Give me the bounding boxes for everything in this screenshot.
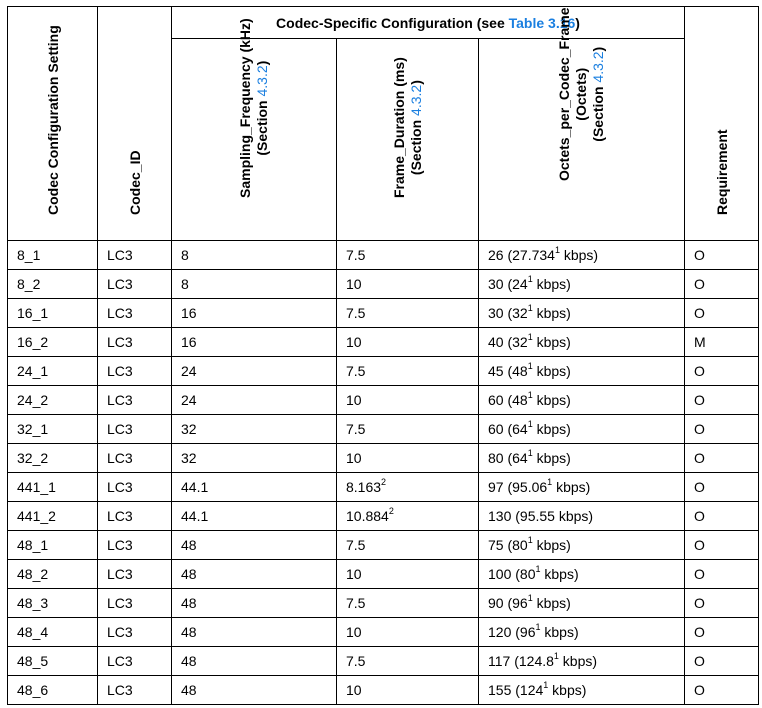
cell-setting-text: 441_1 bbox=[17, 479, 56, 495]
header-codec-config-setting: Codec Configuration Setting bbox=[8, 7, 98, 241]
cell-codec-id-text: LC3 bbox=[107, 508, 133, 524]
cell-requirement-text: O bbox=[694, 450, 705, 466]
cell-frame-duration bbox=[337, 357, 479, 386]
cell-setting-text: 16_1 bbox=[17, 305, 49, 321]
table-body bbox=[8, 241, 759, 705]
table-row bbox=[8, 444, 759, 473]
cell-frame-duration-text: 10.884 bbox=[346, 508, 389, 524]
cell-octets-text: 80 (64 bbox=[488, 450, 528, 466]
cell-octets bbox=[479, 647, 685, 676]
cell-codec-id bbox=[98, 676, 172, 705]
cell-setting bbox=[8, 589, 98, 618]
cell-sampling-frequency-text: 44.1 bbox=[181, 508, 209, 524]
table-row bbox=[8, 328, 759, 357]
sampling-section-link[interactable]: 4.3.2 bbox=[254, 65, 270, 97]
cell-octets bbox=[479, 270, 685, 299]
cell-requirement-text: O bbox=[694, 421, 705, 437]
cell-frame-duration-text: 7.5 bbox=[346, 421, 366, 437]
cell-octets-text: kbps) bbox=[532, 595, 571, 611]
cell-frame-duration-text: 7.5 bbox=[346, 363, 366, 379]
cell-requirement-text: O bbox=[694, 392, 705, 408]
cell-octets bbox=[479, 241, 685, 270]
footnote-marker: 1 bbox=[527, 303, 533, 314]
cell-requirement bbox=[685, 531, 759, 560]
cell-frame-duration bbox=[337, 299, 479, 328]
cell-octets-text: 40 (32 bbox=[488, 334, 528, 350]
cell-octets-text: kbps) bbox=[552, 479, 591, 495]
cell-requirement bbox=[685, 589, 759, 618]
cell-codec-id-text: LC3 bbox=[107, 595, 133, 611]
cell-setting-text: 16_2 bbox=[17, 334, 49, 350]
cell-sampling-frequency-text: 24 bbox=[181, 363, 197, 379]
cell-frame-duration-text: 7.5 bbox=[346, 305, 366, 321]
cell-octets bbox=[479, 357, 685, 386]
cell-codec-id-text: LC3 bbox=[107, 334, 133, 350]
cell-frame-duration bbox=[337, 560, 479, 589]
cell-sampling-frequency-text: 48 bbox=[181, 537, 197, 553]
cell-frame-duration-text: 7.5 bbox=[346, 653, 366, 669]
cell-setting bbox=[8, 618, 98, 647]
header-octets-per-codec-frame: Octets_per_Codec_Frame (Octets) (Section 4.3.2) bbox=[479, 39, 685, 241]
cell-frame-duration-text: 7.5 bbox=[346, 595, 366, 611]
header-requirement: Requirement bbox=[685, 7, 759, 241]
cell-requirement-text: O bbox=[694, 305, 705, 321]
cell-octets-text: 120 (96 bbox=[488, 624, 536, 640]
cell-setting bbox=[8, 444, 98, 473]
cell-codec-id-text: LC3 bbox=[107, 392, 133, 408]
footnote-marker: 1 bbox=[535, 622, 541, 633]
codec-config-table bbox=[7, 6, 759, 705]
cell-octets-text: kbps) bbox=[540, 566, 579, 582]
cell-codec-id-text: LC3 bbox=[107, 305, 133, 321]
cell-frame-duration-text: 10 bbox=[346, 276, 362, 292]
table-row bbox=[8, 531, 759, 560]
cell-codec-id-text: LC3 bbox=[107, 363, 133, 379]
cell-octets bbox=[479, 618, 685, 647]
cell-setting-text: 32_2 bbox=[17, 450, 49, 466]
cell-octets-text: 97 (95.06 bbox=[488, 479, 548, 495]
cell-requirement bbox=[685, 473, 759, 502]
cell-octets-text: kbps) bbox=[540, 624, 579, 640]
cell-requirement-text: O bbox=[694, 479, 705, 495]
footnote-marker: 2 bbox=[381, 477, 387, 488]
cell-requirement-text: O bbox=[694, 508, 705, 524]
cell-sampling-frequency bbox=[172, 386, 337, 415]
cell-codec-id bbox=[98, 502, 172, 531]
cell-requirement bbox=[685, 676, 759, 705]
table-row bbox=[8, 560, 759, 589]
cell-octets bbox=[479, 415, 685, 444]
cell-sampling-frequency-text: 48 bbox=[181, 624, 197, 640]
cell-codec-id-text: LC3 bbox=[107, 421, 133, 437]
cell-codec-id-text: LC3 bbox=[107, 624, 133, 640]
cell-codec-id bbox=[98, 618, 172, 647]
cell-setting bbox=[8, 502, 98, 531]
footnote-marker: 2 bbox=[388, 506, 394, 517]
cell-octets bbox=[479, 473, 685, 502]
cell-sampling-frequency bbox=[172, 618, 337, 647]
cell-sampling-frequency bbox=[172, 531, 337, 560]
cell-octets-text: 75 (80 bbox=[488, 537, 528, 553]
cell-sampling-frequency bbox=[172, 444, 337, 473]
cell-codec-id-text: LC3 bbox=[107, 479, 133, 495]
table-row bbox=[8, 647, 759, 676]
footnote-marker: 1 bbox=[527, 593, 533, 604]
cell-frame-duration-text: 10 bbox=[346, 392, 362, 408]
cell-setting bbox=[8, 415, 98, 444]
cell-requirement bbox=[685, 386, 759, 415]
cell-codec-id bbox=[98, 589, 172, 618]
cell-frame-duration-text: 10 bbox=[346, 624, 362, 640]
cell-setting-text: 48_4 bbox=[17, 624, 49, 640]
cell-setting bbox=[8, 299, 98, 328]
cell-setting bbox=[8, 560, 98, 589]
cell-requirement bbox=[685, 299, 759, 328]
header-frame-duration: Frame_Duration (ms) (Section 4.3.2) bbox=[337, 39, 479, 241]
cell-codec-id-text: LC3 bbox=[107, 276, 133, 292]
cell-octets-text: 45 (48 bbox=[488, 363, 528, 379]
cell-octets-text: 30 (24 bbox=[488, 276, 528, 292]
cell-octets-text: kbps) bbox=[532, 392, 571, 408]
cell-setting-text: 48_6 bbox=[17, 682, 49, 698]
cell-sampling-frequency bbox=[172, 299, 337, 328]
cell-codec-id bbox=[98, 444, 172, 473]
cell-frame-duration-text: 8.163 bbox=[346, 479, 382, 495]
cell-frame-duration-text: 10 bbox=[346, 566, 362, 582]
cell-octets-text: 90 (96 bbox=[488, 595, 528, 611]
cell-setting bbox=[8, 270, 98, 299]
footnote-marker: 1 bbox=[535, 564, 541, 575]
cell-codec-id-text: LC3 bbox=[107, 537, 133, 553]
cell-sampling-frequency-text: 48 bbox=[181, 653, 197, 669]
cell-octets-text: kbps) bbox=[532, 537, 571, 553]
footnote-marker: 1 bbox=[527, 332, 533, 343]
cell-sampling-frequency bbox=[172, 502, 337, 531]
cell-frame-duration-text: 10 bbox=[346, 450, 362, 466]
table-row bbox=[8, 589, 759, 618]
cell-frame-duration bbox=[337, 473, 479, 502]
footnote-marker: 1 bbox=[527, 274, 533, 285]
cell-frame-duration bbox=[337, 647, 479, 676]
cell-setting bbox=[8, 473, 98, 502]
cell-requirement-text: O bbox=[694, 682, 705, 698]
cell-sampling-frequency-text: 48 bbox=[181, 566, 197, 582]
cell-setting bbox=[8, 328, 98, 357]
footnote-marker: 1 bbox=[547, 477, 553, 488]
cell-octets-text: 130 (95.55 kbps) bbox=[488, 508, 594, 524]
cell-octets bbox=[479, 299, 685, 328]
footnote-marker: 1 bbox=[554, 245, 560, 256]
cell-frame-duration-text: 7.5 bbox=[346, 247, 366, 263]
footnote-marker: 1 bbox=[527, 390, 533, 401]
cell-codec-id bbox=[98, 241, 172, 270]
cell-frame-duration bbox=[337, 415, 479, 444]
footnote-marker: 1 bbox=[527, 361, 533, 372]
frame-section-link[interactable]: 4.3.2 bbox=[407, 84, 424, 116]
cell-sampling-frequency bbox=[172, 647, 337, 676]
cell-octets-text: 155 (124 bbox=[488, 682, 544, 698]
cell-octets-text: kbps) bbox=[532, 305, 571, 321]
cell-sampling-frequency-text: 8 bbox=[181, 276, 189, 292]
cell-sampling-frequency bbox=[172, 328, 337, 357]
cell-setting-text: 48_2 bbox=[17, 566, 49, 582]
cell-octets-text: kbps) bbox=[548, 682, 587, 698]
cell-requirement bbox=[685, 647, 759, 676]
cell-sampling-frequency-text: 16 bbox=[181, 334, 197, 350]
table-row bbox=[8, 386, 759, 415]
cell-requirement-text: O bbox=[694, 537, 705, 553]
cell-frame-duration-text: 10 bbox=[346, 682, 362, 698]
cell-codec-id bbox=[98, 560, 172, 589]
cell-sampling-frequency bbox=[172, 357, 337, 386]
cell-requirement bbox=[685, 328, 759, 357]
cell-setting-text: 48_3 bbox=[17, 595, 49, 611]
table-row bbox=[8, 299, 759, 328]
cell-requirement-text: O bbox=[694, 653, 705, 669]
cell-sampling-frequency-text: 32 bbox=[181, 421, 197, 437]
cell-sampling-frequency-text: 32 bbox=[181, 450, 197, 466]
cell-requirement bbox=[685, 560, 759, 589]
cell-octets bbox=[479, 531, 685, 560]
cell-octets-text: kbps) bbox=[532, 450, 571, 466]
cell-frame-duration bbox=[337, 386, 479, 415]
cell-codec-id-text: LC3 bbox=[107, 450, 133, 466]
cell-octets bbox=[479, 328, 685, 357]
cell-setting bbox=[8, 676, 98, 705]
cell-frame-duration bbox=[337, 328, 479, 357]
cell-octets-text: kbps) bbox=[532, 334, 571, 350]
cell-octets bbox=[479, 560, 685, 589]
cell-setting-text: 48_1 bbox=[17, 537, 49, 553]
cell-requirement bbox=[685, 415, 759, 444]
cell-sampling-frequency bbox=[172, 589, 337, 618]
cell-sampling-frequency bbox=[172, 560, 337, 589]
cell-setting-text: 441_2 bbox=[17, 508, 56, 524]
cell-octets-text: 60 (64 bbox=[488, 421, 528, 437]
cell-octets-text: 26 (27.734 bbox=[488, 247, 555, 263]
footnote-marker: 1 bbox=[527, 419, 533, 430]
cell-octets-text: kbps) bbox=[532, 363, 571, 379]
cell-frame-duration bbox=[337, 531, 479, 560]
table-row bbox=[8, 270, 759, 299]
cell-setting bbox=[8, 386, 98, 415]
cell-requirement-text: M bbox=[694, 334, 706, 350]
cell-requirement bbox=[685, 357, 759, 386]
cell-octets-text: kbps) bbox=[532, 421, 571, 437]
cell-octets bbox=[479, 502, 685, 531]
cell-codec-id-text: LC3 bbox=[107, 653, 133, 669]
cell-sampling-frequency-text: 48 bbox=[181, 595, 197, 611]
footnote-marker: 1 bbox=[553, 651, 559, 662]
cell-codec-id bbox=[98, 357, 172, 386]
cell-sampling-frequency bbox=[172, 241, 337, 270]
cell-requirement bbox=[685, 241, 759, 270]
cell-frame-duration-text: 7.5 bbox=[346, 537, 366, 553]
cell-setting-text: 8_1 bbox=[17, 247, 41, 263]
cell-setting-text: 24_2 bbox=[17, 392, 49, 408]
cell-codec-id bbox=[98, 299, 172, 328]
cell-setting bbox=[8, 357, 98, 386]
table-row bbox=[8, 357, 759, 386]
cell-sampling-frequency bbox=[172, 676, 337, 705]
cell-codec-id bbox=[98, 328, 172, 357]
cell-requirement bbox=[685, 444, 759, 473]
cell-sampling-frequency bbox=[172, 270, 337, 299]
cell-frame-duration-text: 10 bbox=[346, 334, 362, 350]
header-sampling-frequency: Sampling_Frequency (kHz) (Section 4.3.2) bbox=[172, 39, 337, 241]
cell-sampling-frequency-text: 24 bbox=[181, 392, 197, 408]
cell-requirement bbox=[685, 270, 759, 299]
octets-section-link[interactable]: 4.3.2 bbox=[589, 51, 606, 83]
cell-octets bbox=[479, 676, 685, 705]
cell-octets-text: 60 (48 bbox=[488, 392, 528, 408]
cell-octets bbox=[479, 589, 685, 618]
cell-sampling-frequency-text: 8 bbox=[181, 247, 189, 263]
cell-octets bbox=[479, 386, 685, 415]
cell-codec-id bbox=[98, 531, 172, 560]
table-row bbox=[8, 473, 759, 502]
cell-octets-text: kbps) bbox=[532, 276, 571, 292]
cell-sampling-frequency bbox=[172, 473, 337, 502]
cell-frame-duration bbox=[337, 676, 479, 705]
footnote-marker: 1 bbox=[527, 448, 533, 459]
cell-sampling-frequency bbox=[172, 415, 337, 444]
cell-frame-duration bbox=[337, 444, 479, 473]
cell-requirement-text: O bbox=[694, 624, 705, 640]
table-row bbox=[8, 415, 759, 444]
cell-setting-text: 8_2 bbox=[17, 276, 41, 292]
header-codec-specific-configuration: Codec-Specific Configuration (see Table 3.16) bbox=[172, 7, 685, 39]
cell-codec-id-text: LC3 bbox=[107, 566, 133, 582]
cell-sampling-frequency-text: 44.1 bbox=[181, 479, 209, 495]
cell-codec-id bbox=[98, 386, 172, 415]
table-row bbox=[8, 241, 759, 270]
cell-frame-duration bbox=[337, 589, 479, 618]
cell-requirement bbox=[685, 618, 759, 647]
cell-setting-text: 48_5 bbox=[17, 653, 49, 669]
header-codec-id: Codec_ID bbox=[98, 7, 172, 241]
cell-requirement-text: O bbox=[694, 247, 705, 263]
table-row bbox=[8, 618, 759, 647]
cell-octets bbox=[479, 444, 685, 473]
cell-codec-id-text: LC3 bbox=[107, 247, 133, 263]
footnote-marker: 1 bbox=[527, 535, 533, 546]
table-row bbox=[8, 502, 759, 531]
table-3-16-link[interactable]: Table 3.16 bbox=[508, 14, 576, 31]
cell-requirement-text: O bbox=[694, 363, 705, 379]
cell-requirement-text: O bbox=[694, 566, 705, 582]
cell-codec-id-text: LC3 bbox=[107, 682, 133, 698]
cell-codec-id bbox=[98, 473, 172, 502]
cell-sampling-frequency-text: 48 bbox=[181, 682, 197, 698]
cell-requirement-text: O bbox=[694, 595, 705, 611]
table-row bbox=[8, 676, 759, 705]
cell-setting-text: 24_1 bbox=[17, 363, 49, 379]
cell-setting bbox=[8, 531, 98, 560]
cell-sampling-frequency-text: 16 bbox=[181, 305, 197, 321]
cell-octets-text: kbps) bbox=[559, 247, 599, 263]
cell-octets-text: 30 (32 bbox=[488, 305, 528, 321]
cell-frame-duration bbox=[337, 270, 479, 299]
cell-octets-text: 100 (80 bbox=[488, 566, 536, 582]
cell-octets-text: 117 (124.8 bbox=[488, 653, 554, 669]
footnote-marker: 1 bbox=[543, 680, 549, 691]
cell-frame-duration bbox=[337, 502, 479, 531]
cell-codec-id bbox=[98, 415, 172, 444]
cell-requirement-text: O bbox=[694, 276, 705, 292]
cell-frame-duration bbox=[337, 618, 479, 647]
cell-codec-id bbox=[98, 270, 172, 299]
cell-frame-duration bbox=[337, 241, 479, 270]
cell-setting bbox=[8, 241, 98, 270]
cell-setting bbox=[8, 647, 98, 676]
cell-octets-text: kbps) bbox=[558, 653, 598, 669]
cell-codec-id bbox=[98, 647, 172, 676]
cell-setting-text: 32_1 bbox=[17, 421, 49, 437]
cell-requirement bbox=[685, 502, 759, 531]
